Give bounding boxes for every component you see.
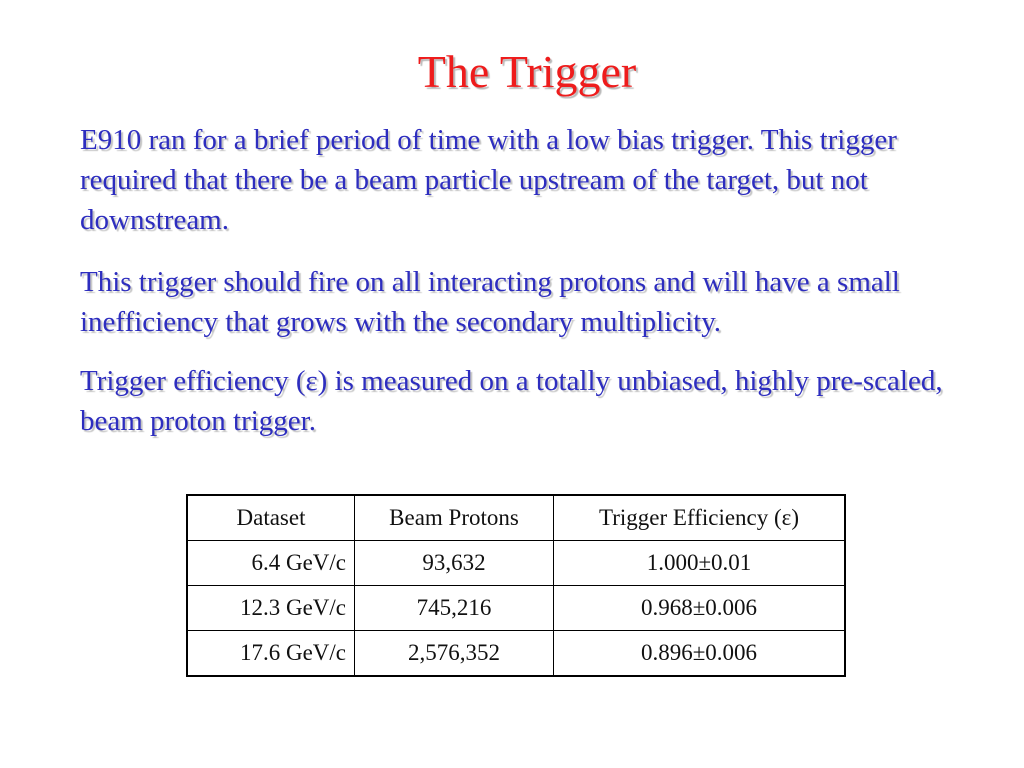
cell-dataset: 6.4 GeV/c — [187, 541, 355, 586]
table-row — [187, 541, 845, 586]
cell-trigger-efficiency: 0.968±0.006 — [554, 586, 846, 631]
trigger-efficiency-table — [186, 494, 846, 677]
header-trigger-efficiency: Trigger Efficiency (ε) — [554, 495, 846, 541]
cell-trigger-efficiency: 0.896±0.006 — [554, 631, 846, 677]
cell-beam-protons: 93,632 — [355, 541, 554, 586]
cell-dataset: 17.6 GeV/c — [187, 631, 355, 677]
header-beam-protons: Beam Protons — [355, 495, 554, 541]
table-header-row — [187, 495, 845, 541]
table-row — [187, 586, 845, 631]
paragraph-low-bias-trigger: E910 ran for a brief period of time with a low bias trigger. This trigger required that there be a beam particle upstream of the target, but not downstream. — [80, 124, 897, 236]
header-dataset: Dataset — [187, 495, 355, 541]
paragraph-trigger-efficiency: Trigger efficiency (ε) is measured on a totally unbiased, highly pre-scaled, beam proton trigger. — [80, 365, 943, 437]
paragraph-trigger-inefficiency: This trigger should fire on all interacting protons and will have a small inefficiency that grows with the secondary multiplicity. — [80, 266, 900, 338]
table-row — [187, 631, 845, 677]
slide-title: The Trigger — [417, 46, 637, 97]
cell-beam-protons: 2,576,352 — [355, 631, 554, 677]
slide-body — [80, 120, 960, 463]
cell-dataset: 12.3 GeV/c — [187, 586, 355, 631]
cell-trigger-efficiency: 1.000±0.01 — [554, 541, 846, 586]
cell-beam-protons: 745,216 — [355, 586, 554, 631]
